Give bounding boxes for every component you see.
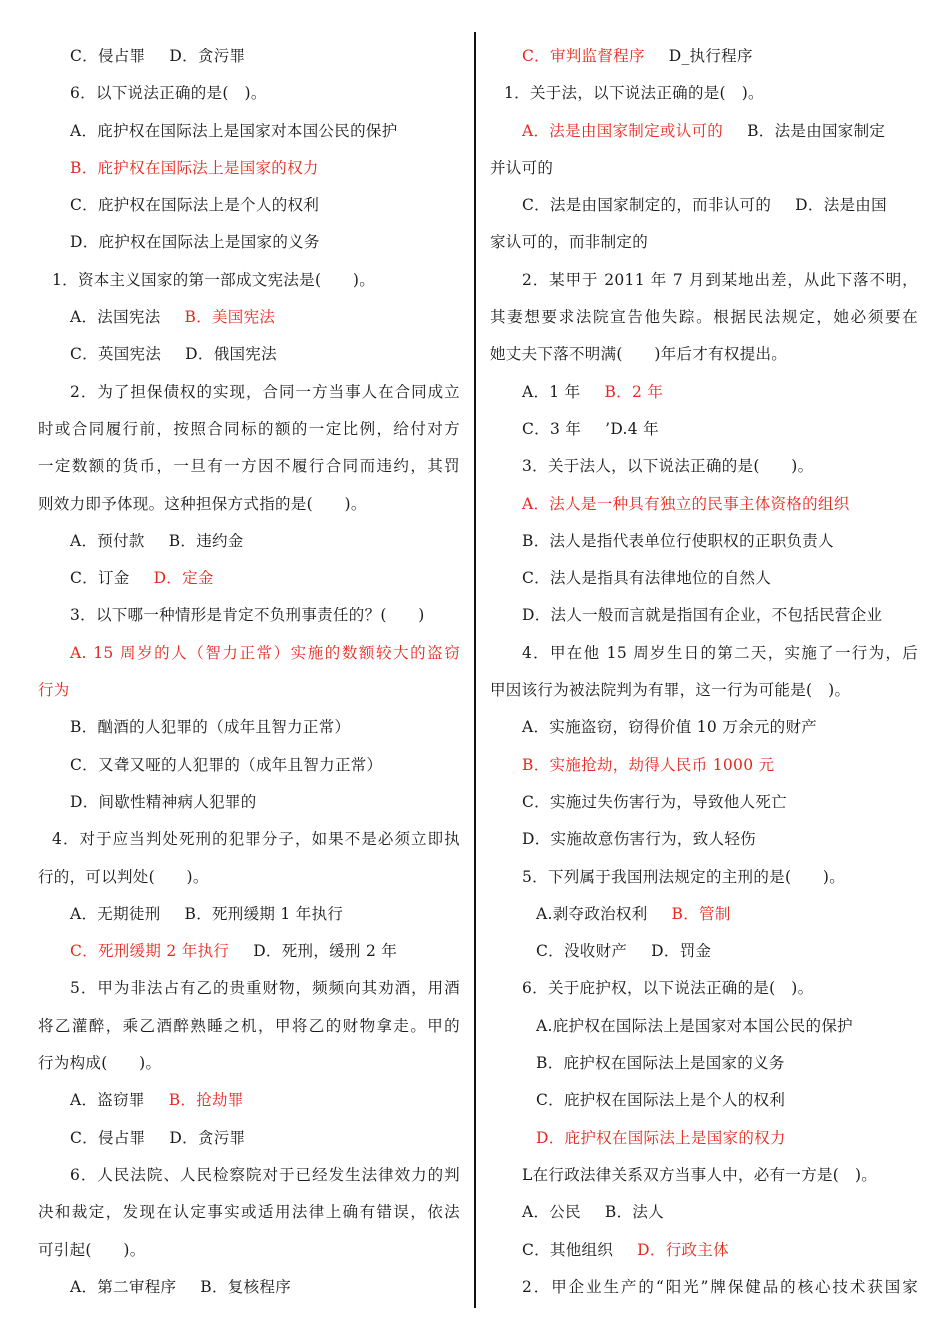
text-segment: 并认可的 [490, 158, 554, 177]
right-column [490, 38, 918, 1306]
left-column-line [38, 784, 460, 821]
right-column-line [490, 1082, 918, 1119]
text-segment: A．无期徒刑 [70, 904, 161, 923]
right-column-line [490, 635, 918, 672]
text-segment: D．庇护权在国际法上是国家的义务 [70, 233, 320, 252]
left-column-line [38, 224, 460, 261]
left-column-line [38, 262, 460, 299]
text-segment: D．实施故意伤害行为，致人轻伤 [522, 830, 756, 849]
text-segment: B．酗酒的人犯罪的（成年且智力正常） [70, 718, 351, 737]
text-segment: 4．甲在他 15 周岁生日的第二天，实施了一行为，后 [522, 643, 918, 662]
right-column-line [490, 299, 918, 336]
left-column-line [38, 597, 460, 634]
right-column-line [490, 1157, 918, 1194]
text-segment: C．侵占罪 [70, 1128, 146, 1147]
right-column-line [490, 374, 918, 411]
answer-option: B．庇护权在国际法上是国家的权力 [70, 158, 319, 177]
text-segment: C．其他组织 [522, 1240, 614, 1259]
right-column-line [490, 672, 918, 709]
text-segment: A．法国宪法 [70, 308, 161, 327]
answer-option: B．2 年 [604, 382, 664, 401]
left-column-line [38, 560, 460, 597]
text-segment: A．公民 [522, 1203, 581, 1222]
text-segment: A．实施盗窃，窃得价值 10 万余元的财产 [522, 718, 818, 737]
answer-option: 行为 [38, 681, 70, 700]
right-column-line [490, 859, 918, 896]
text-segment: 6．人民法院、人民检察院对于已经发生法律效力的判 [70, 1165, 460, 1184]
text-segment: 6．以下说法正确的是( )。 [70, 84, 267, 103]
text-segment: B．法人是指代表单位行使职权的正职负责人 [522, 531, 834, 550]
right-column-line [490, 75, 918, 112]
text-segment: C．又聋又哑的人犯罪的（成年且智力正常） [70, 755, 383, 774]
left-column-line [38, 970, 460, 1007]
text-segment: 她丈夫下落不明满( )年后才有权提出。 [490, 345, 788, 364]
text-segment: C．实施过失伤害行为，导致他人死亡 [522, 792, 787, 811]
answer-option: A．法人是一种具有独立的民事主体资格的组织 [522, 494, 850, 513]
text-segment: D．贪污罪 [169, 47, 246, 65]
left-column-line [38, 1008, 460, 1045]
left-column-line [38, 411, 460, 448]
text-segment: 1．关于法，以下说法正确的是( )。 [504, 84, 764, 103]
right-column-line [490, 336, 918, 373]
text-segment: C．侵占罪 [70, 47, 146, 65]
right-column-line [490, 1008, 918, 1045]
answer-option: D．定金 [153, 569, 214, 588]
right-column-line [490, 747, 918, 784]
text-segment: 2．某甲于 2011 年 7 月到某地出差，从此下落不明， [522, 270, 918, 289]
text-segment: C．法人是指具有法律地位的自然人 [522, 569, 772, 588]
text-segment: C．订金 [70, 569, 130, 588]
left-column-line [38, 486, 460, 523]
left-column-line [38, 299, 460, 336]
text-segment: 将乙灌醉，乘乙酒醉熟睡之机，甲将乙的财物拿走。甲的 [38, 1016, 460, 1035]
text-segment: D．贪污罪 [169, 1128, 246, 1147]
text-segment: 2．甲企业生产的“阳光”牌保健品的核心技术获国家 [522, 1277, 918, 1296]
text-segment: 一定数额的货币，一旦有一方因不履行合同而违约，其罚 [38, 457, 460, 476]
answer-option: B．美国宪法 [184, 308, 276, 327]
text-segment: 5．下列属于我国刑法规定的主刑的是( )。 [522, 867, 846, 886]
answer-option: C．死刑缓期 2 年执行 [70, 942, 230, 961]
text-segment: D．死刑，缓刑 2 年 [253, 942, 398, 961]
text-segment: 行为构成( )。 [38, 1054, 162, 1073]
right-column-line [490, 933, 918, 970]
right-column-line [490, 113, 918, 150]
left-column-line [38, 38, 460, 75]
text-segment: A.剥夺政治权利 [536, 904, 648, 923]
answer-option: A. 15 周岁的人（智力正常）实施的数额较大的盗窃 [70, 643, 460, 662]
text-segment: A．预付款 [70, 531, 145, 550]
text-segment: 行的，可以判处( )。 [38, 867, 209, 886]
text-segment: 甲因该行为被法院判为有罪，这一行为可能是( )。 [490, 681, 851, 700]
left-column-line [38, 1232, 460, 1269]
text-segment: B．违约金 [168, 531, 244, 550]
column-divider [474, 32, 476, 1308]
left-column [38, 38, 460, 1306]
right-column-line [490, 1232, 918, 1269]
left-column-line [38, 1045, 460, 1082]
text-segment: D．罚金 [651, 942, 712, 961]
text-segment: D．法是由国 [795, 196, 887, 215]
answer-option: B．管制 [671, 904, 731, 923]
right-column-line [490, 262, 918, 299]
answer-option: B．实施抢劫，劫得人民币 1000 元 [522, 755, 775, 774]
text-segment: D_执行程序 [668, 47, 753, 65]
text-segment: 决和裁定，发现在认定事实或适用法律上确有错误，依法 [38, 1203, 460, 1222]
answer-option: A．法是由国家制定或认可的 [522, 121, 724, 140]
left-column-line [38, 113, 460, 150]
right-column-line [490, 224, 918, 261]
left-column-line [38, 1120, 460, 1157]
text-segment: C．庇护权在国际法上是个人的权利 [536, 1091, 786, 1110]
text-segment: 1．资本主义国家的第一部成文宪法是( )。 [52, 270, 376, 289]
right-column-line [490, 560, 918, 597]
left-column-line [38, 374, 460, 411]
right-column-line [490, 523, 918, 560]
right-column-line [490, 821, 918, 858]
text-segment: 6．关于庇护权，以下说法正确的是( )。 [522, 979, 814, 998]
text-segment: D．法人一般而言就是指国有企业，不包括民营企业 [522, 606, 883, 625]
left-column-line [38, 747, 460, 784]
right-column-line [490, 1194, 918, 1231]
text-segment: A．1 年 [522, 382, 581, 401]
right-column-line [490, 486, 918, 523]
right-column-line [490, 1269, 918, 1306]
right-column-line [490, 448, 918, 485]
left-column-line [38, 1194, 460, 1231]
left-column-line [38, 1157, 460, 1194]
left-column-line [38, 672, 460, 709]
text-segment: A．庇护权在国际法上是国家对本国公民的保护 [70, 121, 398, 140]
left-column-line [38, 821, 460, 858]
right-column-line [490, 896, 918, 933]
text-segment: 家认可的，而非制定的 [490, 233, 649, 252]
text-segment: A.庇护权在国际法上是国家对本国公民的保护 [536, 1016, 853, 1035]
text-segment: 5．甲为非法占有乙的贵重财物，频频向其劝酒，用酒 [70, 979, 460, 998]
answer-option: C．审判监督程序 [522, 47, 645, 65]
left-column-line [38, 709, 460, 746]
left-column-line [38, 859, 460, 896]
right-column-line [490, 709, 918, 746]
text-segment: C．庇护权在国际法上是个人的权利 [70, 196, 320, 215]
text-segment: B．法是由国家制定 [747, 121, 886, 140]
text-segment: B．法人 [604, 1203, 664, 1222]
answer-option: D．行政主体 [637, 1240, 729, 1259]
left-column-line [38, 187, 460, 224]
answer-option: B．抢劫罪 [168, 1091, 244, 1110]
text-segment: A．盗窃罪 [70, 1091, 145, 1110]
text-segment: L在行政法律关系双方当事人中，必有一方是( )。 [522, 1165, 878, 1184]
text-segment: A．第二审程序 [70, 1277, 177, 1296]
right-column-line [490, 150, 918, 187]
left-column-line [38, 1082, 460, 1119]
text-segment: D．俄国宪法 [185, 345, 277, 364]
text-segment: 可引起( )。 [38, 1240, 146, 1259]
text-segment: 2．为了担保债权的实现，合同一方当事人在合同成立 [70, 382, 460, 401]
text-segment: B．死刑缓期 1 年执行 [184, 904, 344, 923]
right-column-line [490, 38, 918, 75]
right-column-line [490, 411, 918, 448]
text-segment: ’D.4 年 [605, 419, 659, 438]
text-segment: B．复核程序 [200, 1277, 291, 1296]
left-column-line [38, 896, 460, 933]
text-segment: 3．关于法人，以下说法正确的是( )。 [522, 457, 814, 476]
left-column-line [38, 1269, 460, 1306]
right-column-line [490, 1045, 918, 1082]
text-segment: 3．以下哪一种情形是肯定不负刑事责任的？( ) [70, 606, 425, 625]
text-segment: C．法是由国家制定的，而非认可的 [522, 196, 772, 215]
text-segment: 其妻想要求法院宣告他失踪。根据民法规定，她必须要在 [490, 308, 918, 327]
left-column-line [38, 448, 460, 485]
text-segment: C．3 年 [522, 419, 582, 438]
right-column-line [490, 970, 918, 1007]
text-segment: C．没收财产 [536, 942, 628, 961]
left-column-line [38, 635, 460, 672]
left-column-line [38, 523, 460, 560]
answer-option: D．庇护权在国际法上是国家的权力 [536, 1128, 786, 1147]
right-column-line [490, 187, 918, 224]
left-column-line [38, 150, 460, 187]
text-segment: D．间歇性精神病人犯罪的 [70, 792, 257, 811]
text-segment: C．英国宪法 [70, 345, 162, 364]
left-column-line [38, 336, 460, 373]
left-column-line [38, 933, 460, 970]
right-column-line [490, 597, 918, 634]
right-column-line [490, 1120, 918, 1157]
right-column-line [490, 784, 918, 821]
text-segment: 时或合同履行前，按照合同标的额的一定比例，给付对方 [38, 419, 460, 438]
text-segment: B．庇护权在国际法上是国家的义务 [536, 1054, 785, 1073]
text-segment: 4．对于应当判处死刑的犯罪分子，如果不是必须立即执 [52, 830, 460, 849]
left-column-line [38, 75, 460, 112]
text-segment: 则效力即予体现。这种担保方式指的是( )。 [38, 494, 367, 513]
